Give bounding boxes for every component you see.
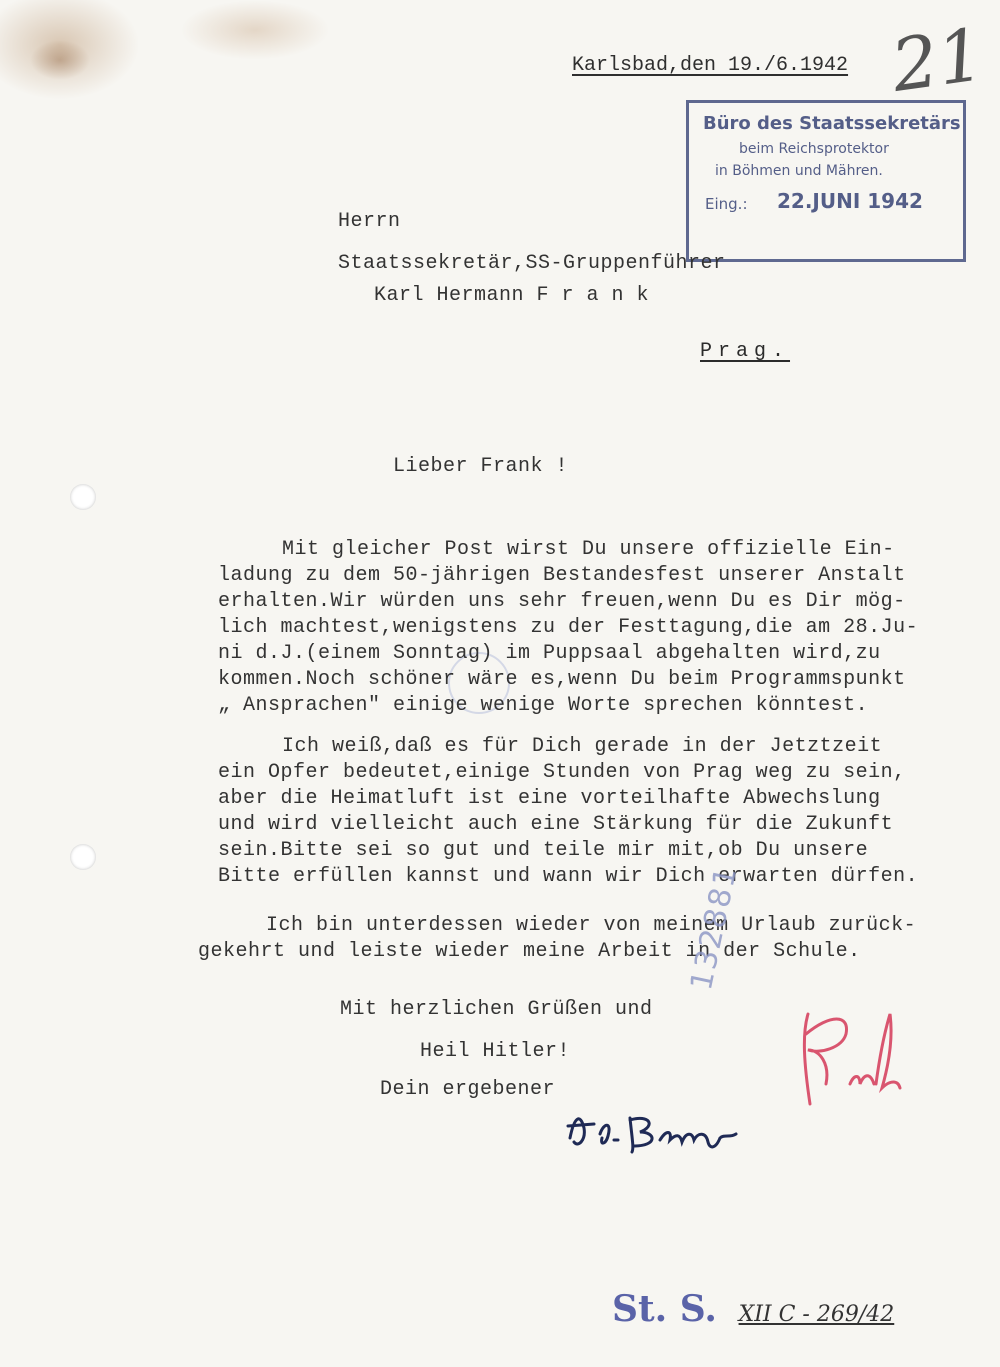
body-line: erhalten.Wir würden uns sehr freuen,wenn Du es Dir mög- bbox=[218, 590, 906, 613]
body-line: und wird vielleicht auch eine Stärkung für die Zukunft bbox=[218, 813, 894, 836]
recipient-title: Staatssekretär,SS-Gruppenführer bbox=[338, 252, 726, 275]
body-line: Ich weiß,daß es für Dich gerade in der Jetztzeit bbox=[282, 735, 883, 758]
body-line: lich machtest,wenigstens zu der Festtagung,die am 28.Ju- bbox=[218, 616, 919, 639]
body-line: Bitte erfüllen kannst und wann wir Dich erwarten dürfen. bbox=[218, 865, 919, 888]
rust-stain bbox=[30, 40, 90, 80]
stamp-region-line: in Böhmen und Mähren. bbox=[715, 163, 883, 179]
closing-line: Mit herzlichen Grüßen und bbox=[340, 998, 653, 1021]
handwritten-page-number: 21 bbox=[886, 12, 990, 108]
body-line: Mit gleicher Post wirst Du unsere offizielle Ein- bbox=[282, 538, 895, 561]
file-reference-number: XII C - 269/42 bbox=[738, 1302, 895, 1327]
punch-hole bbox=[70, 844, 96, 870]
body-line: ein Opfer bedeutet,einige Stunden von Prag weg zu sein, bbox=[218, 761, 906, 784]
stamp-received-label: Eing.: bbox=[705, 195, 748, 213]
stamp-received-date: 22.JUNI 1942 bbox=[777, 189, 923, 213]
red-pencil-initials bbox=[790, 984, 920, 1114]
stamp-office-line: Büro des Staatssekretärs bbox=[703, 113, 961, 134]
body-line: ni d.J.(einem Sonntag) im Puppsaal abgehalten wird,zu bbox=[218, 642, 881, 665]
body-line: sein.Bitte sei so gut und teile mir mit,ob Du unsere bbox=[218, 839, 869, 862]
body-line: kommen.Noch schöner wäre es,wenn Du beim Programmspunkt bbox=[218, 668, 906, 691]
body-line: Ich bin unterdessen wieder von meinem Urlaub zurück- bbox=[266, 914, 917, 937]
greeting: Lieber Frank ! bbox=[393, 455, 569, 478]
stamp-protector-line: beim Reichsprotektor bbox=[739, 141, 889, 157]
body-line: „ Ansprachen" einige wenige Worte sprechen könntest. bbox=[218, 694, 869, 717]
closing-line: Dein ergebener bbox=[380, 1078, 556, 1101]
rust-stain bbox=[180, 0, 330, 60]
body-line: gekehrt und leiste wieder meine Arbeit in der Schule. bbox=[198, 940, 861, 963]
recipient-salutation: Herrn bbox=[338, 210, 401, 233]
office-mark: St. S. bbox=[612, 1288, 717, 1330]
reference-stamp: 132881 bbox=[684, 862, 745, 994]
punch-hole bbox=[70, 484, 96, 510]
closing-line: Heil Hitler! bbox=[420, 1040, 571, 1063]
body-line: ladung zu dem 50-jährigen Bestandesfest unserer Anstalt bbox=[218, 564, 906, 587]
receipt-stamp bbox=[686, 100, 966, 262]
recipient-name: Karl Hermann F r a n k bbox=[374, 284, 650, 307]
body-line: aber die Heimatluft ist eine vorteilhafte Abwechslung bbox=[218, 787, 881, 810]
file-reference bbox=[612, 1288, 894, 1330]
recipient-city: Prag. bbox=[700, 340, 791, 363]
place-date: Karlsbad,den 19./6.1942 bbox=[572, 54, 849, 77]
handwritten-signature bbox=[560, 1098, 760, 1162]
